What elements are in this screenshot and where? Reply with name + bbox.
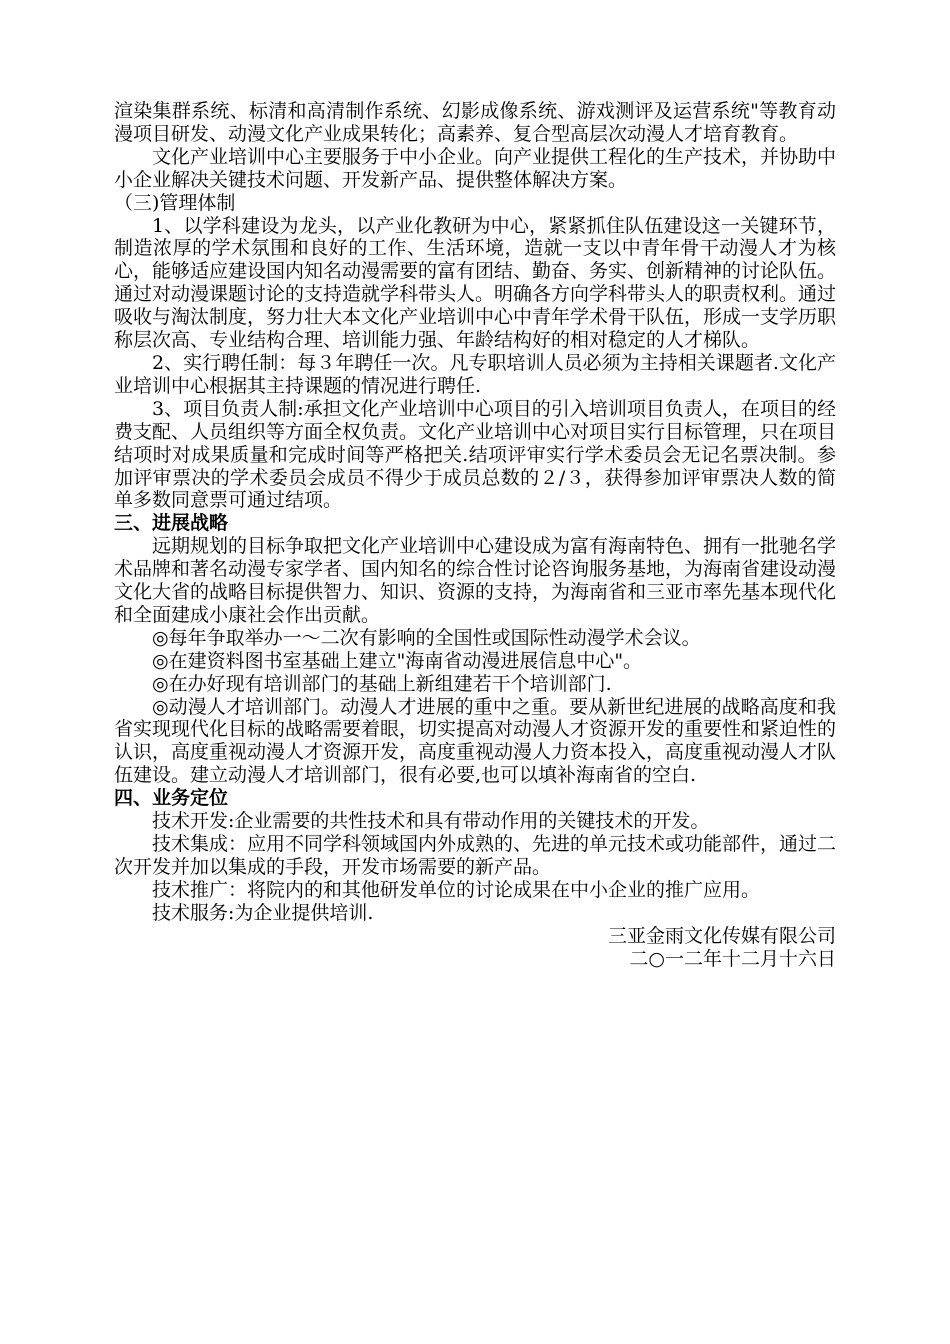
paragraph-management-3: 3、项目负责人制:承担文化产业培训中心项目的引入培训项目负责人，在项目的经费支配、人员组织等方面全权负责。文化产业培训中心对项目实行目标管理，只在项目结项时对成果质量和完成时间等严格把关.结项评审实行学术委员会无记名票决制。参加评审票决的学术委员会成员不得少于成员总数的２/３，获得参加评审票决人数的简单多数同意票可通过结项。 xyxy=(114,397,837,512)
bullet-strategy-1: ◎每年争取举办一～二次有影响的全国性或国际性动漫学术会议。 xyxy=(152,626,701,649)
paragraph-management-1: 1、以学科建设为龙头，以产业化教研为中心，紧紧抓住队伍建设这一关键环节，制造浓厚的学术氛围和良好的工作、生活环境，造就一支以中青年骨干动漫人才为核心，能够适应建设国内知名动漫需要的富有团结、勤奋、务实、创新精神的讨论队伍。通过对动漫课题讨论的支持造就学科带头人。明确各方向学科带头人的职责权利。通过吸收与淘汰制度，努力壮大本文化产业培训中心中青年学术骨干队伍，形成一支学历职称层次高、专业结构合理、培训能力强、年龄结构好的相对稳定的人才梯队。 xyxy=(114,214,837,352)
document-page xyxy=(114,100,836,970)
bullet-strategy-2: ◎在建资料图书室基础上建立"海南省动漫进展信息中心"。 xyxy=(152,649,643,672)
paragraph-tech-service: 技术服务:为企业提供培训. xyxy=(152,901,374,924)
signature-date: 二○一二年十二月十六日 xyxy=(629,947,836,970)
heading-business: 四、业务定位 xyxy=(114,787,229,810)
subheading-management: （三)管理体制 xyxy=(114,191,236,214)
heading-strategy: 三、进展战略 xyxy=(114,512,229,535)
paragraph-tech-promotion: 技术推广：将院内的和其他研发单位的讨论成果在中小企业的推广应用。 xyxy=(152,878,761,901)
paragraph-management-2: 2、实行聘任制：每３年聘任一次。凡专职培训人员必须为主持相关课题者.文化产业培训中心根据其主持课题的情况进行聘任. xyxy=(114,351,836,397)
paragraph-center-service: 文化产业培训中心主要服务于中小企业。向产业提供工程化的生产技术，并协助中小企业解决关键技术问题、开发新产品、提供整体解决方案。 xyxy=(114,145,837,191)
bullet-strategy-4: ◎动漫人才培训部门。动漫人才进展的重中之重。要从新世纪进展的战略高度和我省实现现代化目标的战略需要着眼，切实提高对动漫人才资源开发的重要性和紧迫性的认识，高度重视动漫人才资源开发，高度重视动漫人力资本投入，高度重视动漫人才队伍建设。建立动漫人才培训部门，很有必要,也可以填补海南省的空白. xyxy=(114,695,837,787)
paragraph-continuation: 渲染集群系统、标清和高清制作系统、幻影成像系统、游戏测评及运营系统"等教育动漫项目研发、动漫文化产业成果转化；高素养、复合型高层次动漫人才培育教育。 xyxy=(114,100,836,145)
signature-company: 三亚金雨文化传媒有限公司 xyxy=(607,924,836,947)
bullet-strategy-3: ◎在办好现有培训部门的基础上新组建若干个培训部门. xyxy=(152,672,612,695)
paragraph-strategy-long: 远期规划的目标争取把文化产业培训中心建设成为富有海南特色、拥有一批驰名学术品牌和著名动漫专家学者、国内知名的综合性讨论咨询服务基地，为海南省建设动漫文化大省的战略目标提供智力、知识、资源的支持，为海南省和三亚市率先基本现代化和全面建成小康社会作出贡献。 xyxy=(114,535,837,626)
paragraph-tech-integration: 技术集成：应用不同学科领域国内外成熟的、先进的单元技术或功能部件，通过二次开发并加以集成的手段，开发市场需要的新产品。 xyxy=(114,833,837,878)
paragraph-tech-development: 技术开发:企业需要的共性技术和具有带动作用的关键技术的开发。 xyxy=(152,810,710,833)
